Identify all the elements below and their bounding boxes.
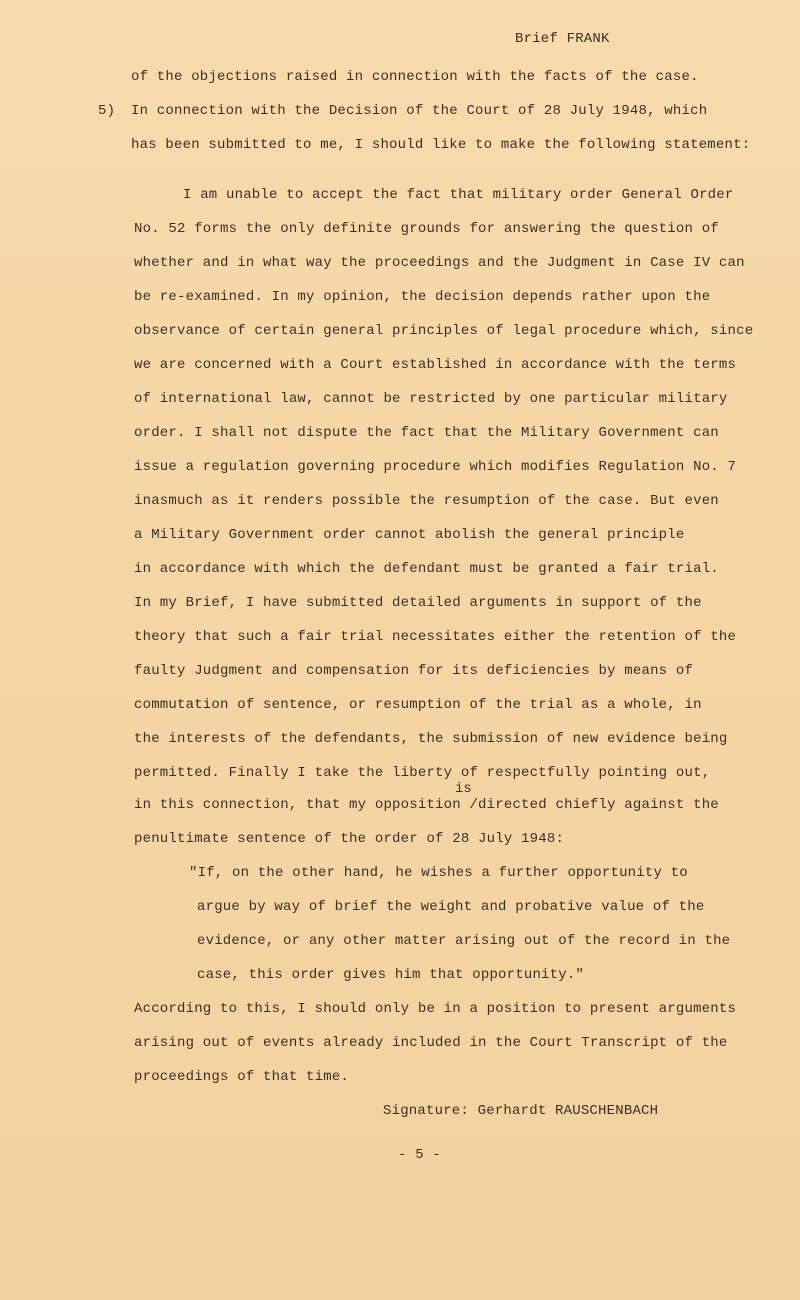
text-line: order. I shall not dispute the fact that the Military Government can bbox=[134, 425, 719, 441]
text-line: issue a regulation governing procedure which modifies Regulation No. 7 bbox=[134, 459, 737, 475]
text-line: permitted. Finally I take the liberty of respectfully pointing out, bbox=[134, 765, 711, 781]
text-line: In connection with the Decision of the Court of 28 July 1948, which bbox=[131, 103, 708, 119]
text-line: of international law, cannot be restricted by one particular military bbox=[134, 391, 728, 407]
quote-line: argue by way of brief the weight and probative value of the bbox=[197, 899, 705, 915]
text-line: be re-examined. In my opinion, the decision depends rather upon the bbox=[134, 289, 711, 305]
quote-line: evidence, or any other matter arising out of the record in the bbox=[197, 933, 731, 949]
quote-line: case, this order gives him that opportunity." bbox=[197, 967, 585, 983]
text-line: the interests of the defendants, the submission of new evidence being bbox=[134, 731, 728, 747]
text-line: proceedings of that time. bbox=[134, 1069, 350, 1085]
paragraph-number: 5) bbox=[98, 103, 116, 119]
quote-line: "If, on the other hand, he wishes a further opportunity to bbox=[189, 865, 688, 881]
text-line: arising out of events already included in the Court Transcript of the bbox=[134, 1035, 728, 1051]
text-line: inasmuch as it renders possible the resumption of the case. But even bbox=[134, 493, 719, 509]
text-line: No. 52 forms the only definite grounds for answering the question of bbox=[134, 221, 719, 237]
text-line: According to this, I should only be in a position to present arguments bbox=[134, 1001, 737, 1017]
text-line: penultimate sentence of the order of 28 July 1948: bbox=[134, 831, 565, 847]
text-line: In my Brief, I have submitted detailed arguments in support of the bbox=[134, 595, 702, 611]
header-title: Brief FRANK bbox=[515, 31, 610, 47]
signature-line: Signature: Gerhardt RAUSCHENBACH bbox=[383, 1103, 659, 1119]
text-line: a Military Government order cannot abolish the general principle bbox=[134, 527, 685, 543]
text-line: we are concerned with a Court established in accordance with the terms bbox=[134, 357, 737, 373]
text-line: whether and in what way the proceedings and the Judgment in Case IV can bbox=[134, 255, 745, 271]
text-line: commutation of sentence, or resumption of the trial as a whole, in bbox=[134, 697, 702, 713]
text-line: I am unable to accept the fact that military order General Order bbox=[183, 187, 734, 203]
text-line: theory that such a fair trial necessitates either the retention of the bbox=[134, 629, 737, 645]
text-line: has been submitted to me, I should like to make the following statement: bbox=[131, 137, 751, 153]
text-line: in this connection, that my opposition /directed chiefly against the bbox=[134, 797, 719, 813]
text-line: faulty Judgment and compensation for its deficiencies by means of bbox=[134, 663, 694, 679]
text-line: of the objections raised in connection with the facts of the case. bbox=[131, 69, 699, 85]
text-line: observance of certain general principles of legal procedure which, since bbox=[134, 323, 754, 339]
interlinear-insert: is bbox=[455, 781, 472, 797]
text-line: in accordance with which the defendant must be granted a fair trial. bbox=[134, 561, 719, 577]
page-number: - 5 - bbox=[398, 1147, 442, 1163]
